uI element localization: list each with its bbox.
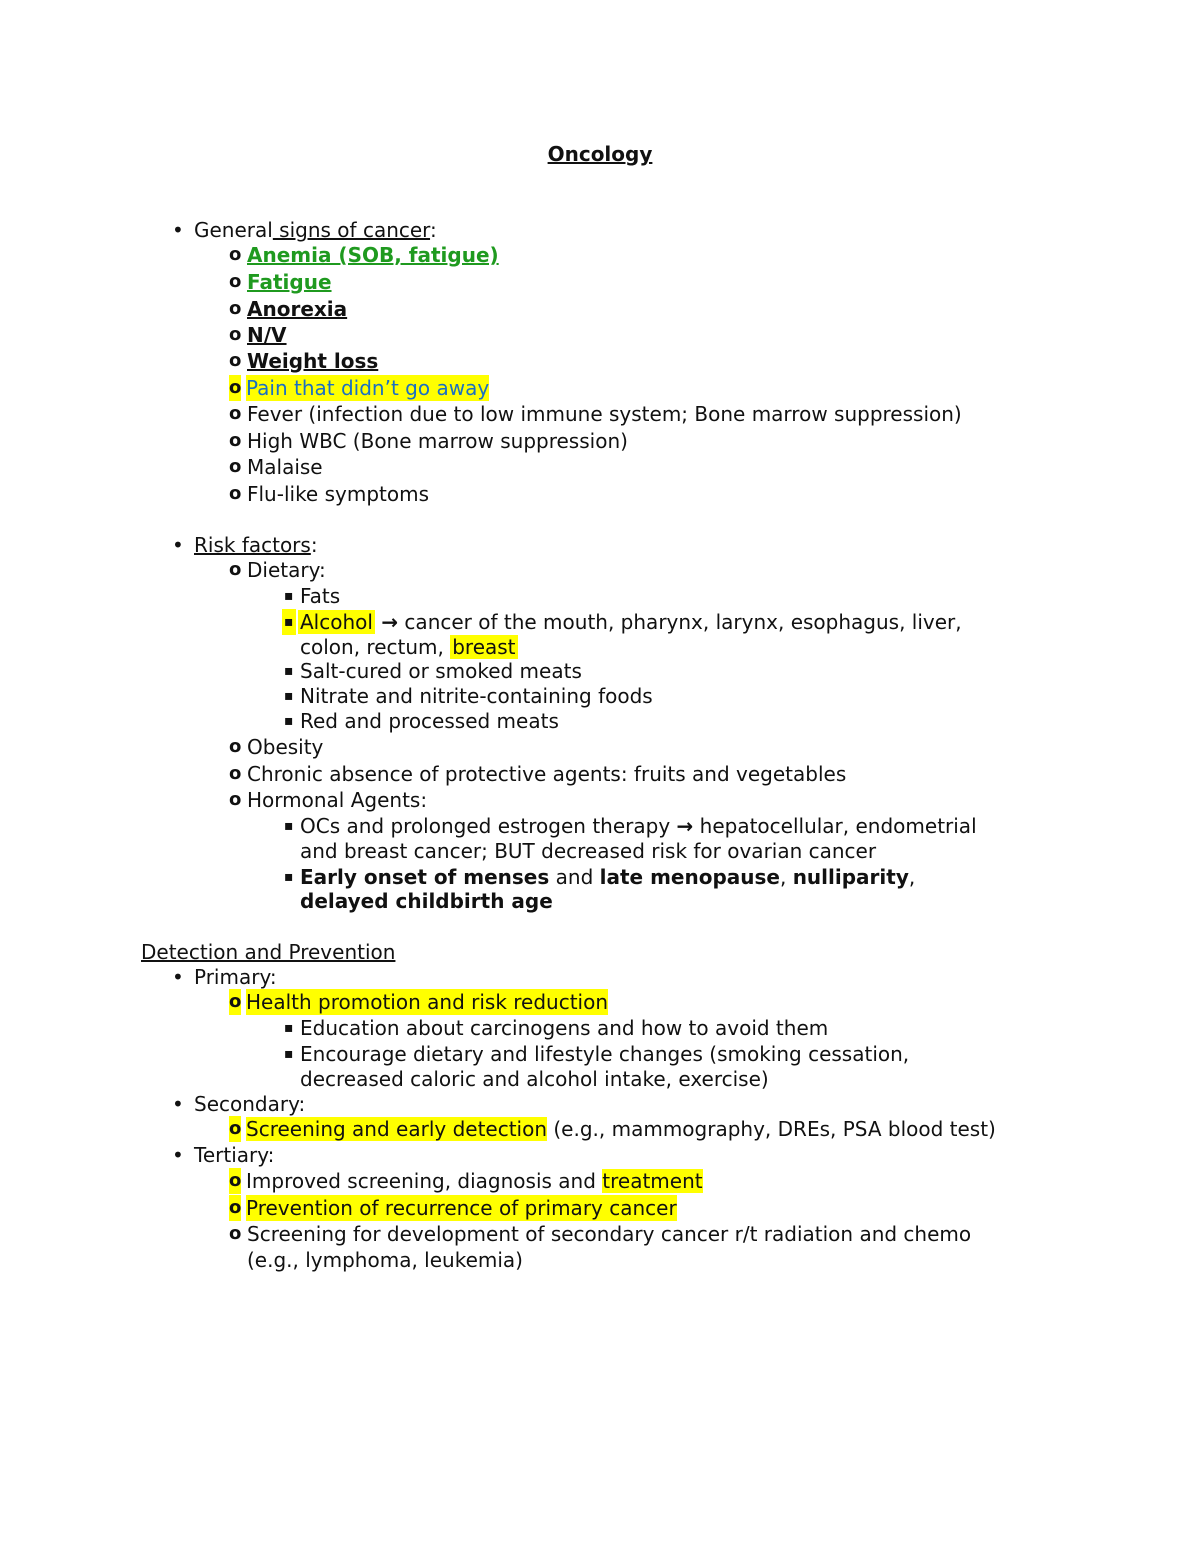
risk-obesity: Obesity <box>247 735 324 759</box>
general-label: General <box>194 218 273 242</box>
risk-dietary: Dietary: <box>247 558 326 582</box>
screening-rest: (e.g., mammography, DREs, PSA blood test) <box>547 1117 996 1141</box>
hormonal-ocs-cont: and breast cancer; BUT decreased risk for ovarian cancer <box>300 839 877 863</box>
early-onset: Early onset of menses <box>300 865 550 889</box>
bullet-icon: • <box>172 1092 184 1116</box>
square-bullet-icon: ▪ <box>284 1046 294 1062</box>
early-and: and <box>549 865 600 889</box>
risk-label-colon: : <box>310 533 318 557</box>
page-title: Oncology <box>547 142 653 166</box>
circle-bullet-icon: o <box>229 324 242 345</box>
square-bullet-icon: ▪ <box>284 1020 294 1036</box>
circle-bullet-icon: o <box>229 989 241 1015</box>
tertiary-label: Tertiary: <box>194 1143 275 1167</box>
section-general-signs <box>194 217 437 243</box>
square-bullet-icon: ▪ <box>284 588 294 604</box>
dietary-nitrate: Nitrate and nitrite-containing foods <box>300 684 653 708</box>
square-bullet-icon: ▪ <box>284 713 294 729</box>
general-label-underlined: signs of cancer <box>272 218 431 242</box>
circle-bullet-icon: o <box>229 1168 241 1194</box>
circle-bullet-icon: o <box>229 375 241 401</box>
detection-heading: Detection and Prevention <box>141 940 396 964</box>
circle-bullet-icon: o <box>229 1223 242 1244</box>
bullet-icon: • <box>172 965 184 989</box>
arrow-right-icon: → <box>381 610 399 634</box>
breast-highlight: breast <box>452 635 516 659</box>
list-item-fever: Fever (infection due to low immune system; Bone marrow suppression) <box>247 402 962 426</box>
circle-bullet-icon: o <box>229 298 242 319</box>
circle-bullet-icon: o <box>229 736 242 757</box>
screening-highlight: Screening and early detection <box>246 1117 548 1141</box>
circle-bullet-icon: o <box>229 350 242 371</box>
list-item-malaise: Malaise <box>247 455 323 479</box>
circle-bullet-icon: o <box>229 483 242 504</box>
circle-bullet-icon: o <box>229 1195 241 1221</box>
circle-bullet-icon: o <box>229 559 242 580</box>
tertiary-screening-cont: (e.g., lymphoma, leukemia) <box>247 1248 523 1272</box>
alcohol-text-2: colon, rectum, <box>300 635 451 659</box>
circle-bullet-icon: o <box>229 430 242 451</box>
list-item-weight-loss: Weight loss <box>247 349 379 373</box>
square-bullet-icon: ▪ <box>284 869 294 885</box>
treatment-highlight: treatment <box>602 1169 703 1193</box>
tertiary-screening: Screening for development of secondary cancer r/t radiation and chemo <box>247 1222 972 1246</box>
circle-bullet-icon: o <box>229 456 242 477</box>
tertiary-improved <box>246 1168 703 1194</box>
circle-bullet-icon: o <box>229 271 242 292</box>
risk-chronic: Chronic absence of protective agents: fruits and vegetables <box>247 762 847 786</box>
dietary-alcohol-cont <box>300 634 518 660</box>
secondary-label: Secondary: <box>194 1092 306 1116</box>
primary-encourage-cont: decreased caloric and alcohol intake, exercise) <box>300 1067 769 1091</box>
alcohol-highlight: Alcohol <box>300 610 373 634</box>
nulliparity: nulliparity <box>792 865 909 889</box>
alcohol-text-1: cancer of the mouth, pharynx, larynx, esophagus, liver, <box>398 610 962 634</box>
bullet-icon: • <box>172 1143 184 1167</box>
primary-encourage: Encourage dietary and lifestyle changes (smoking cessation, <box>300 1042 910 1066</box>
square-bullet-icon: ▪ <box>284 663 294 679</box>
circle-bullet-icon: o <box>229 1116 241 1142</box>
list-item-flu: Flu-like symptoms <box>247 482 430 506</box>
circle-bullet-icon: o <box>229 403 242 424</box>
square-bullet-icon: ▪ <box>284 688 294 704</box>
dietary-red: Red and processed meats <box>300 709 559 733</box>
hormonal-early-onset <box>300 864 915 890</box>
circle-bullet-icon: o <box>229 763 242 784</box>
early-comma-2: , <box>908 865 916 889</box>
secondary-screening <box>246 1116 996 1142</box>
dietary-alcohol <box>298 609 962 635</box>
arrow-right-icon: → <box>676 814 694 838</box>
list-item-nv: N/V <box>247 323 287 347</box>
improved-text: Improved screening, diagnosis and <box>246 1169 603 1193</box>
list-item-fatigue: Fatigue <box>247 270 332 294</box>
list-item-anemia: Anemia (SOB, fatigue) <box>247 243 499 267</box>
square-bullet-icon: ▪ <box>284 818 294 834</box>
ocs-text-b: hepatocellular, endometrial <box>693 814 977 838</box>
hormonal-early-onset-cont: delayed childbirth age <box>300 889 553 913</box>
ocs-text-a: OCs and prolonged estrogen therapy <box>300 814 677 838</box>
primary-label: Primary: <box>194 965 277 989</box>
primary-education: Education about carcinogens and how to avoid them <box>300 1016 829 1040</box>
section-risk-factors <box>194 532 318 558</box>
bullet-icon: • <box>172 533 184 557</box>
primary-health: Health promotion and risk reduction <box>246 990 609 1014</box>
list-item-high-wbc: High WBC (Bone marrow suppression) <box>247 429 628 453</box>
risk-label: Risk factors <box>194 533 311 557</box>
dietary-salt: Salt-cured or smoked meats <box>300 659 582 683</box>
late-menopause: late menopause <box>599 865 780 889</box>
square-bullet-icon: ▪ <box>282 609 296 635</box>
bullet-icon: • <box>172 218 184 242</box>
early-comma: , <box>779 865 793 889</box>
tertiary-prevention: Prevention of recurrence of primary cancer <box>246 1196 677 1220</box>
circle-bullet-icon: o <box>229 789 242 810</box>
dietary-fats: Fats <box>300 584 341 608</box>
list-item-anorexia: Anorexia <box>247 297 348 321</box>
hormonal-ocs <box>300 813 977 839</box>
list-item-pain: Pain that didn’t go away <box>246 376 490 400</box>
general-label-colon: : <box>430 218 437 242</box>
circle-bullet-icon: o <box>229 244 242 265</box>
risk-hormonal: Hormonal Agents: <box>247 788 428 812</box>
